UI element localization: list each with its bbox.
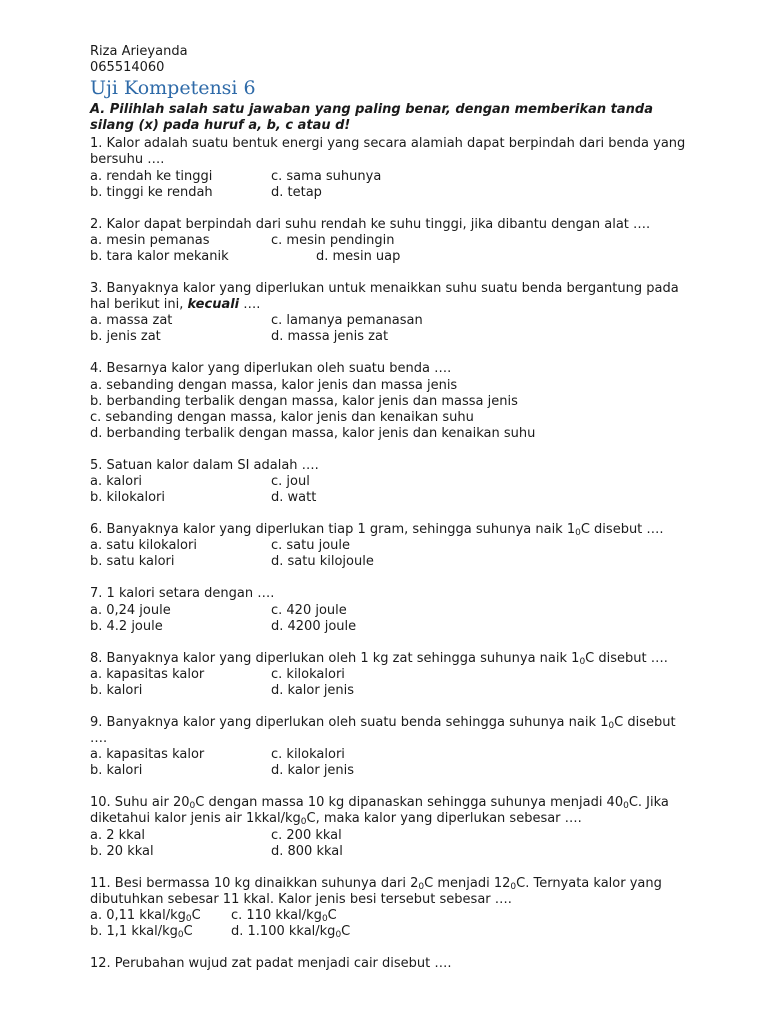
question-stem: 5. Satuan kalor dalam SI adalah …. [90,457,319,473]
option-d: d. kalor jenis [271,763,355,779]
question-stem: 4. Besarnya kalor yang diperlukan oleh suatu benda …. [90,361,452,377]
option-b: b. tinggi ke rendah [90,184,213,200]
question-stem: 1. Kalor adalah suatu bentuk energi yang secara alamiah dapat berpindah dari benda yang bersuhu …. [90,136,686,168]
option-d: d. kalor jenis [271,682,355,698]
option-a: a. kapasitas kalor [90,747,205,763]
question-stem: 8. Banyaknya kalor yang diperlukan oleh 1 kg zat sehingga suhunya naik $1_0C$ disebut …. [90,650,668,667]
question-stem: 9. Banyaknya kalor yang diperlukan oleh suatu benda sehingga suhunya naik $1_0C$ disebut …. [90,715,676,747]
student-id: 065514060 [90,60,165,76]
option-a: a. massa zat [90,313,173,329]
question-9 [90,715,690,779]
option-a: a. sebanding dengan massa, kalor jenis dan massa jenis [90,377,458,393]
option-d: d. berbanding terbalik dengan massa, kalor jenis dan kenaikan suhu [90,425,536,441]
question-2 [90,217,690,265]
question-3 [90,281,690,345]
option-c: c. kilokalori [271,666,345,682]
option-a: a. rendah ke tinggi [90,168,213,184]
option-b: b. 20 kkal [90,843,154,859]
option-d: d. watt [271,490,317,506]
option-d: d. mesin uap [316,248,401,264]
question-10 [90,795,690,859]
page-title: Uji Kompetensi 6 [90,77,256,100]
option-b: b. kalori [90,682,143,698]
document-content [90,44,690,972]
option-a: a. kalori [90,473,143,489]
question-11 [90,876,690,940]
question-stem: 10. Suhu air $20_0C$ dengan massa 10 kg dipanaskan sehingga suhunya menjadi $40_0C$. Jika diketahui kalor jenis air $1kkal/kg_0C$, maka kalor yang diperlukan sebesar …. [90,795,669,828]
question-6 [90,522,690,570]
option-c: c. 200 kkal [271,827,342,843]
author-name: Riza Arieyanda [90,44,188,59]
option-c: c. mesin pendingin [271,232,395,248]
option-d: d. 800 kkal [271,843,343,859]
option-c: c. satu joule [271,538,351,554]
question-7 [90,586,690,634]
question-1 [90,136,690,200]
option-c: c. 420 joule [271,602,347,618]
option-c: c. sama suhunya [271,168,382,184]
option-d: d. 4200 joule [271,618,357,634]
option-b: b. jenis zat [90,329,161,345]
option-a: a. kapasitas kalor [90,666,205,682]
question-stem: 3. Banyaknya kalor yang diperlukan untuk menaikkan suhu suatu benda bergantung pada hal berikut ini, kecuali …. [90,281,679,313]
question-5 [90,458,690,506]
option-c: c. lamanya pemanasan [271,313,423,329]
option-b: b. kalori [90,763,143,779]
option-a: a. 0,11 kkal/$kg_0C$ [90,907,201,924]
option-b: b. kilokalori [90,490,166,506]
option-c: c. sebanding dengan massa, kalor jenis dan kenaikan suhu [90,409,474,425]
question-stem: 12. Perubahan wujud zat padat menjadi cair disebut …. [90,956,452,972]
instruction-text: A. Pilihlah salah satu jawaban yang paling benar, dengan memberikan tanda silang (x) pada huruf a, b, c atau d! [90,102,653,134]
option-d: d. massa jenis zat [271,329,389,345]
option-c: c. 110 kkal/$kg_0C$ [231,907,337,924]
option-c: c. kilokalori [271,747,345,763]
option-b: b. 1,1 kkal/$kg_0C$ [90,924,193,941]
option-d: d. tetap [271,184,322,200]
option-a: a. 2 kkal [90,827,146,843]
keyword-kecuali: kecuali [187,297,240,313]
option-b: b. tara kalor mekanik [90,248,229,264]
option-c: c. joul [271,473,310,489]
question-stem: 2. Kalor dapat berpindah dari suhu rendah ke suhu tinggi, jika dibantu dengan alat …. [90,216,651,232]
option-d: d. 1.100 kkal/$kg_0C$ [231,924,351,941]
option-a: a. 0,24 joule [90,602,171,618]
question-4 [90,361,690,441]
question-12 [90,956,690,972]
question-stem: 7. 1 kalori setara dengan …. [90,586,275,602]
question-stem: 6. Banyaknya kalor yang diperlukan tiap 1 gram, sehingga suhunya naik $1_0C$ disebut …. [90,522,664,539]
option-a: a. satu kilokalori [90,538,197,554]
option-d: d. satu kilojoule [271,554,374,570]
option-b: b. berbanding terbalik dengan massa, kalor jenis dan massa jenis [90,393,518,409]
option-b: b. 4.2 joule [90,618,163,634]
option-b: b. satu kalori [90,554,175,570]
option-a: a. mesin pemanas [90,232,210,248]
question-8 [90,651,690,699]
question-stem: 11. Besi bermassa 10 kg dinaikkan suhunya dari $2_0C$ menjadi $12_0C$. Ternyata kalor yang dibutuhkan sebesar 11 kkal. Kalor jenis besi tersebut sebesar …. [90,875,662,907]
